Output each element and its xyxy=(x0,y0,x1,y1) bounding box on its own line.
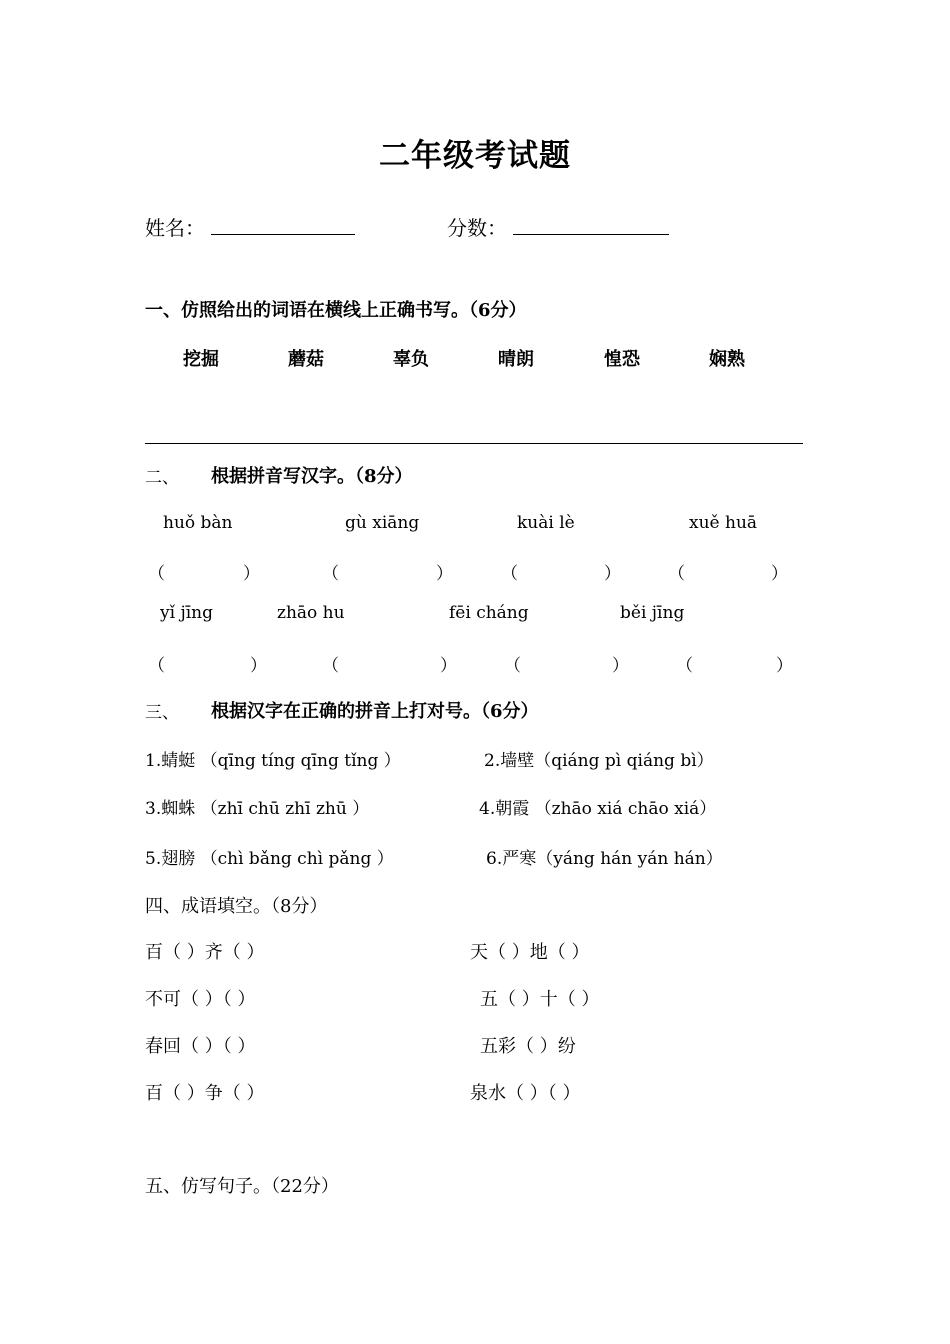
pinyin: zhāo hu xyxy=(277,603,345,623)
section-4-heading: 四、成语填空。（8分） xyxy=(145,896,328,917)
pinyin: huǒ bàn xyxy=(163,513,233,533)
section-1-heading: 一、仿照给出的词语在横线上正确书写。（6分） xyxy=(145,300,527,321)
idiom-fill-item[interactable]: 五（ ）十（ ） xyxy=(480,989,600,1010)
answer-paren-open: （ xyxy=(504,656,521,676)
answer-paren-close: ） xyxy=(243,564,260,584)
idiom-fill-item[interactable]: 天（ ）地（ ） xyxy=(470,942,590,963)
page-title: 二年级考试题 xyxy=(379,138,571,174)
score-label: 分数： xyxy=(447,216,507,240)
answer-paren-open: （ xyxy=(322,656,339,676)
writing-line[interactable] xyxy=(145,443,803,444)
example-word: 挖掘 xyxy=(183,349,219,370)
pinyin: fēi cháng xyxy=(449,603,529,623)
section-3-heading: 根据汉字在正确的拼音上打对号。（6分） xyxy=(211,701,539,722)
pinyin: xuě huā xyxy=(689,513,758,533)
answer-paren-open: （ xyxy=(501,564,518,584)
pinyin: gù xiāng xyxy=(345,513,420,533)
pinyin-choice-item[interactable]: 1.蜻蜓 （qīng tíng qīng tǐng ） xyxy=(145,751,401,771)
answer-paren-close: ） xyxy=(776,656,793,676)
idiom-fill-item[interactable]: 不可（ ）（ ） xyxy=(145,989,256,1010)
score-blank[interactable] xyxy=(513,234,669,235)
section-5-heading: 五、仿写句子。（22分） xyxy=(145,1176,339,1197)
pinyin: běi jīng xyxy=(620,603,685,623)
answer-paren-close: ） xyxy=(436,564,453,584)
answer-paren-open: （ xyxy=(676,656,693,676)
answer-paren-open: （ xyxy=(322,564,339,584)
pinyin-choice-item[interactable]: 4.朝霞 （zhāo xiá chāo xiá） xyxy=(479,799,717,819)
idiom-fill-item[interactable]: 泉水（ ）（ ） xyxy=(470,1083,581,1104)
pinyin-choice-item[interactable]: 5.翅膀 （chì bǎng chì pǎng ） xyxy=(145,849,394,869)
idiom-fill-item[interactable]: 五彩（ ）纷 xyxy=(480,1036,576,1057)
example-word: 蘑菇 xyxy=(288,349,324,370)
answer-paren-open: （ xyxy=(148,564,165,584)
section-2-number: 二、 xyxy=(145,468,179,488)
example-word: 辜负 xyxy=(393,349,429,370)
pinyin-choice-item[interactable]: 2.墙壁（qiáng pì qiáng bì） xyxy=(484,751,714,771)
name-label: 姓名： xyxy=(145,216,205,240)
section-3-number: 三、 xyxy=(145,703,179,723)
pinyin: yǐ jīng xyxy=(160,603,213,623)
example-word: 娴熟 xyxy=(709,349,745,370)
answer-paren-open: （ xyxy=(668,564,685,584)
example-word: 晴朗 xyxy=(498,349,534,370)
pinyin: kuài lè xyxy=(517,513,575,533)
answer-paren-close: ） xyxy=(612,656,629,676)
answer-paren-open: （ xyxy=(148,656,165,676)
answer-paren-close: ） xyxy=(604,564,621,584)
section-2-heading: 根据拼音写汉字。（8分） xyxy=(211,466,413,487)
answer-paren-close: ） xyxy=(771,564,788,584)
example-word: 惶恐 xyxy=(604,349,640,370)
idiom-fill-item[interactable]: 百（ ）争（ ） xyxy=(145,1083,265,1104)
pinyin-choice-item[interactable]: 3.蜘蛛 （zhī chū zhī zhū ） xyxy=(145,799,370,819)
answer-paren-close: ） xyxy=(250,656,267,676)
answer-paren-close: ） xyxy=(440,656,457,676)
pinyin-choice-item[interactable]: 6.严寒（yáng hán yán hán） xyxy=(486,849,723,869)
name-blank[interactable] xyxy=(211,234,355,235)
idiom-fill-item[interactable]: 百（ ）齐（ ） xyxy=(145,942,265,963)
idiom-fill-item[interactable]: 春回（ ）（ ） xyxy=(145,1036,256,1057)
